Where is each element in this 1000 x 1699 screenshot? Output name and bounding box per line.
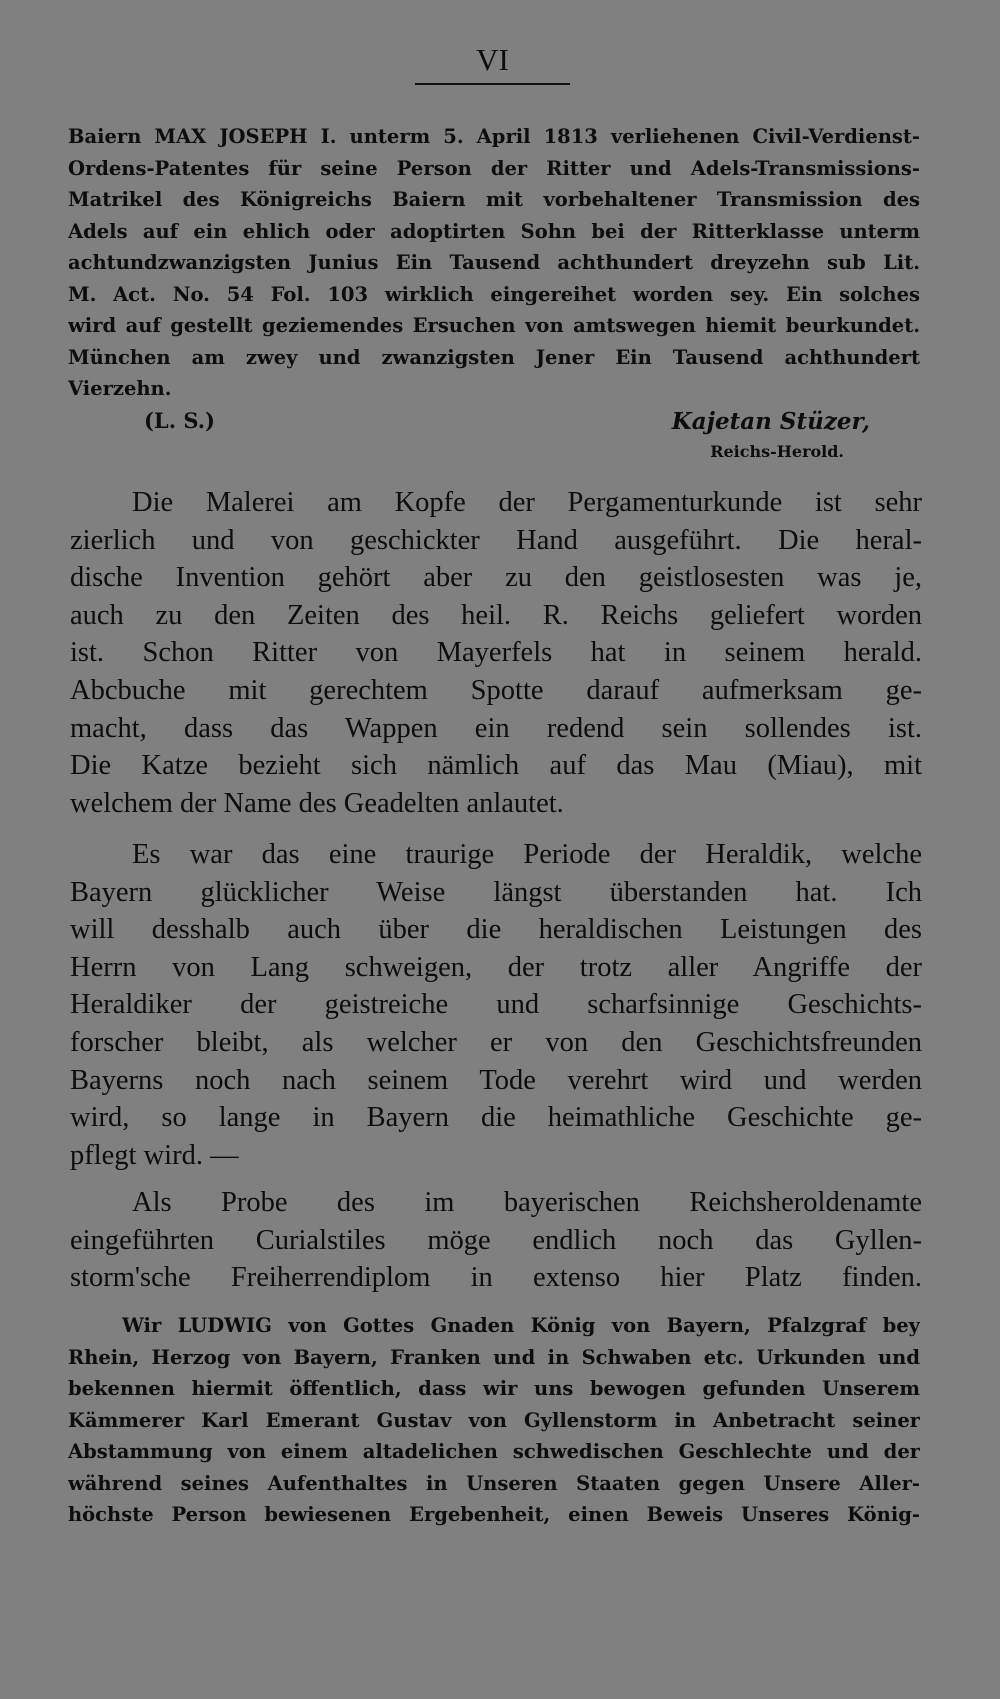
paragraph-3 xyxy=(70,1184,922,1297)
text-line: Adels auf ein ehlich oder adoptirten Sohn bei der Ritterklasse unterm xyxy=(68,219,920,243)
text-line: Heraldiker der geistreiche und scharfsinnige Geschichts- xyxy=(70,989,922,1021)
text-line: Baiern MAX JOSEPH I. unterm 5. April 1813 verliehenen Civil-Verdienst- xyxy=(68,125,920,148)
text-line: Es war das eine traurige Periode der Heraldik, welche xyxy=(132,839,922,870)
excerpt-diploma xyxy=(68,1310,920,1531)
text-line: während seines Aufenthaltes in Unseren Staaten gegen Unsere Aller- xyxy=(68,1471,920,1495)
text-line: ist. Schon Ritter von Mayerfels hat in seinem herald. xyxy=(70,637,922,669)
text-line: forscher bleibt, als welcher er von den Geschichtsfreunden xyxy=(70,1026,922,1058)
text-line: will desshalb auch über die heraldischen Leistungen des xyxy=(70,914,922,946)
text-line: zierlich und von geschickter Hand ausgeführt. Die heral- xyxy=(70,524,922,556)
text-line: Die Katze bezieht sich nämlich auf das Mau (Miau), mit xyxy=(70,750,922,782)
text-line: macht, dass das Wappen ein redend sein sollendes ist. xyxy=(70,712,922,744)
page-number: VI xyxy=(476,42,509,77)
text-line: Wir LUDWIG von Gottes Gnaden König von Bayern, Pfalzgraf bey xyxy=(122,1314,920,1337)
text-line: Rhein, Herzog von Bayern, Franken und in Schwaben etc. Urkunden und xyxy=(68,1345,920,1369)
text-line: dische Invention gehört aber zu den geistlosesten was je, xyxy=(70,562,922,594)
signature-block xyxy=(68,408,920,442)
text-line: Vierzehn. xyxy=(68,377,172,400)
text-line: achtundzwanzigsten Junius Ein Tausend achthundert dreyzehn sub Lit. xyxy=(68,251,920,274)
text-line: Ordens-Patentes für seine Person der Ritter und Adels-Transmissions- xyxy=(68,156,920,180)
signatory-name: Kajetan Stüzer, xyxy=(671,408,870,435)
text-line: welchem der Name des Geadelten anlautet. xyxy=(70,787,564,819)
seal-mark: (L. S.) xyxy=(144,408,215,433)
text-line: Abstammung von einem altadelichen schwedischen Geschlechte und der xyxy=(68,1440,920,1463)
text-line: bekennen hiermit öffentlich, dass wir uns bewogen gefunden Unserem xyxy=(68,1377,920,1400)
text-line: pflegt wird. — xyxy=(70,1139,239,1171)
excerpt-certificate xyxy=(68,121,920,405)
text-line: wird auf gestellt geziemendes Ersuchen von amtswegen hiemit beurkundet. xyxy=(68,314,920,337)
text-line: Kämmerer Karl Emerant Gustav von Gyllenstorm in Anbetracht seiner xyxy=(68,1408,920,1432)
text-line: auch zu den Zeiten des heil. R. Reichs geliefert worden xyxy=(70,599,922,631)
text-line: höchste Person bewiesenen Ergebenheit, einen Beweis Unseres König- xyxy=(68,1503,920,1526)
text-line: Als Probe des im bayerischen Reichsheroldenamte xyxy=(132,1187,922,1218)
text-line: wird, so lange in Bayern die heimathliche Geschichte ge- xyxy=(70,1102,922,1134)
text-line: M. Act. No. 54 Fol. 103 wirklich eingereihet worden sey. Ein solches xyxy=(68,282,920,306)
text-line: Die Malerei am Kopfe der Pergamenturkunde ist sehr xyxy=(132,487,922,518)
paragraph-1 xyxy=(70,484,922,822)
text-line: Herrn von Lang schweigen, der trotz aller Angriffe der xyxy=(70,951,922,983)
text-line: Bayerns noch nach seinem Tode verehrt wird und werden xyxy=(70,1064,922,1096)
text-line: eingeführten Curialstiles möge endlich noch das Gyllen- xyxy=(70,1224,922,1256)
text-line: Bayern glücklicher Weise längst überstanden hat. Ich xyxy=(70,876,922,908)
signatory-title: Reichs-Herold. xyxy=(710,442,844,461)
text-line: München am zwey und zwanzigsten Jener Ein Tausend achthundert xyxy=(68,345,920,369)
header-rule xyxy=(415,83,570,85)
paragraph-2 xyxy=(70,836,922,1174)
text-line: Matrikel des Königreichs Baiern mit vorbehaltener Transmission des xyxy=(68,188,920,211)
text-line: Abcbuche mit gerechtem Spotte darauf aufmerksam ge- xyxy=(70,674,922,706)
text-line: storm'sche Freiherrendiplom in extenso hier Platz finden. xyxy=(70,1262,922,1294)
